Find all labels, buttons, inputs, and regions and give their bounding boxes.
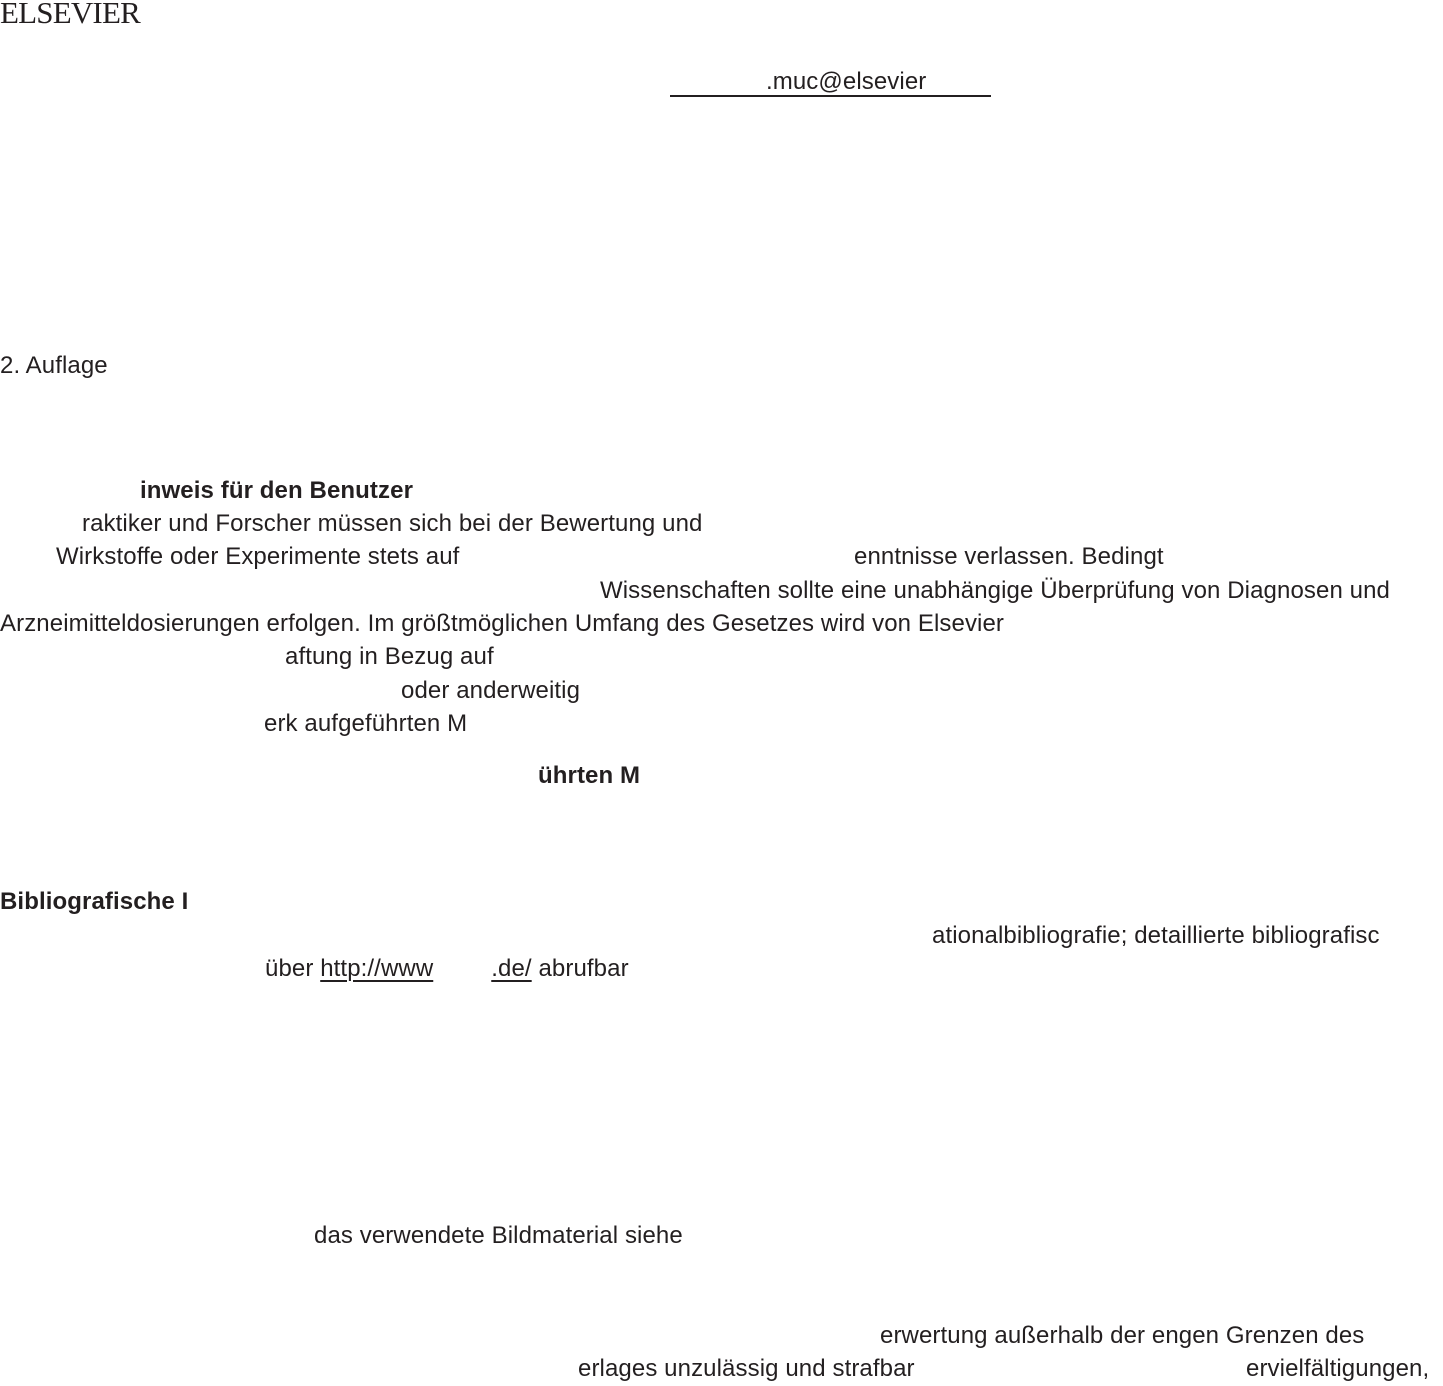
bibliography-link[interactable] (320, 955, 531, 982)
copyright-line: ervielfältigungen, (1246, 1355, 1430, 1382)
notice-line: erk aufgeführten M (264, 710, 468, 737)
link-text-end: .de/ (491, 955, 532, 982)
notice-line: Wissenschaften sollte eine unabhängige Überprüfung von Diagnosen und (600, 577, 1390, 604)
image-credits-line: das verwendete Bildmaterial siehe (314, 1222, 683, 1249)
notice-line: oder anderweitig (401, 677, 581, 704)
notice-bold-line: ührten M (538, 762, 641, 789)
notice-line: aftung in Bezug auf (285, 643, 494, 670)
notice-line: raktiker und Forscher müssen sich bei der Bewertung und (82, 510, 703, 537)
publisher-logo: ELSEVIER (0, 0, 140, 30)
contact-email[interactable]: .muc@elsevier (766, 68, 927, 95)
notice-heading: inweis für den Benutzer (140, 477, 414, 504)
copyright-line: erwertung außerhalb der engen Grenzen des (880, 1322, 1365, 1349)
edition-label: 2. Auflage (0, 352, 108, 379)
bibliography-link-line (265, 955, 629, 983)
email-underline (670, 95, 991, 97)
notice-line: Arzneimitteldosierungen erfolgen. Im größtmöglichen Umfang des Gesetzes wird von Elsevier (0, 610, 1005, 637)
link-text-start: http://www (320, 955, 434, 982)
notice-line: enntnisse verlassen. Bedingt (854, 543, 1164, 570)
copyright-line: erlages unzulässig und strafbar (578, 1355, 915, 1382)
bibliography-heading: Bibliografische I (0, 888, 189, 915)
notice-line: Wirkstoffe oder Experimente stets auf (56, 543, 460, 570)
bibliography-prefix: über (265, 955, 314, 982)
bibliography-line: ationalbibliografie; detaillierte bibliografisc (932, 922, 1380, 949)
bibliography-suffix: abrufbar (538, 955, 629, 982)
